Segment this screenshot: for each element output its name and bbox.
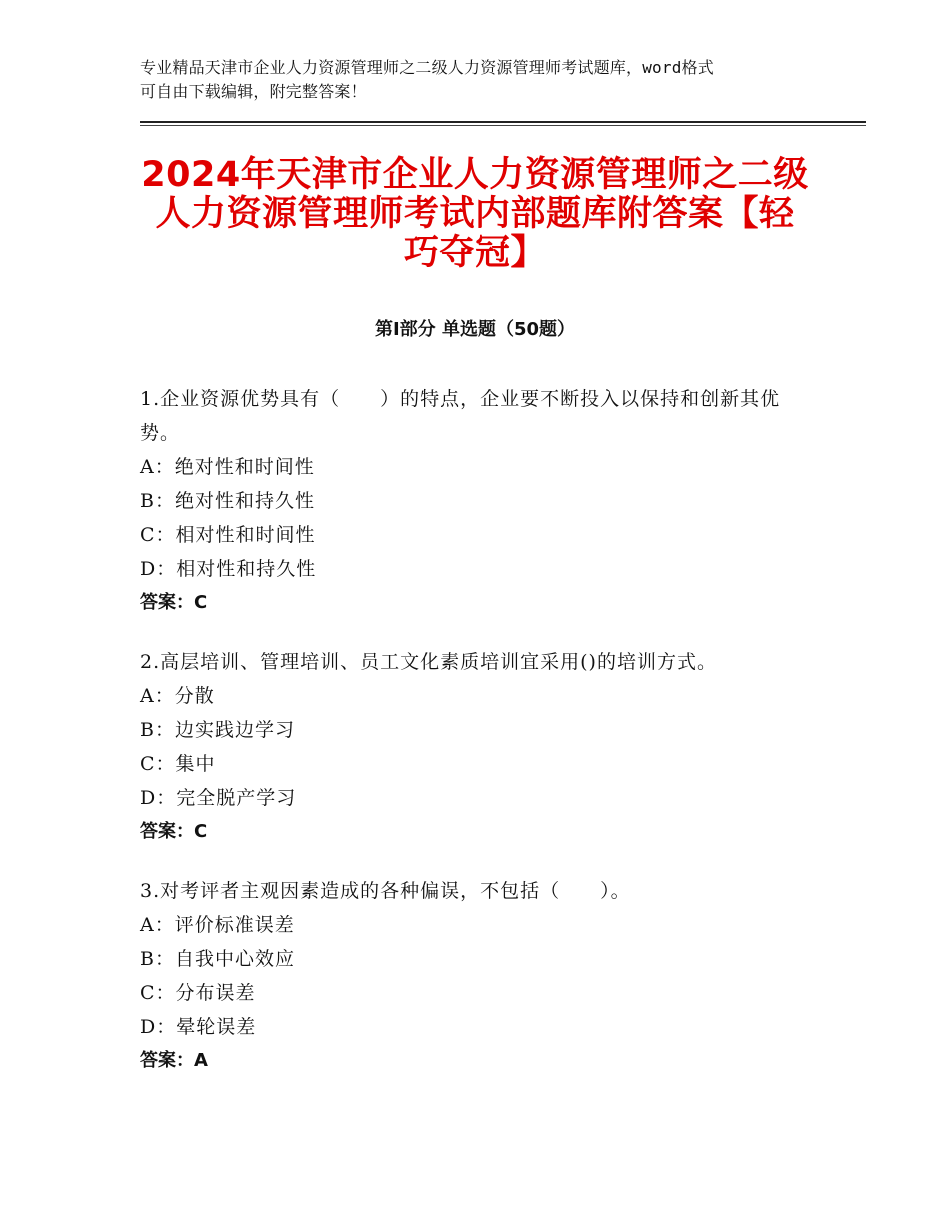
question-stem: 2.高层培训、管理培训、员工文化素质培训宜采用()的培训方式。 [140,651,717,673]
header-divider-thin [140,125,866,126]
option-d: D：完全脱产学习 [140,787,297,809]
option-c: C：相对性和时间性 [140,524,316,546]
question-stem: 3.对考评者主观因素造成的各种偏误，不包括（ ）。 [140,880,631,902]
option-a: A：绝对性和时间性 [140,456,315,478]
answer: 答案：C [140,592,208,613]
section-title: 第Ⅰ部分 单选题（50题） [374,319,575,340]
option-a: A：评价标准误差 [140,914,295,936]
answer: 答案：C [140,821,208,842]
option-d: D：晕轮误差 [140,1016,257,1038]
question-3 [140,874,820,1078]
question-list [140,382,820,1103]
header-divider-thick [140,121,866,123]
document-title: 2024年天津市企业人力资源管理师之二级人力资源管理师考试内部题库附答案【轻巧夺冠】 [141,155,809,273]
option-d: D：相对性和持久性 [140,558,317,580]
option-b: B：绝对性和持久性 [140,490,315,512]
header-note-line-1: 专业精品天津市企业人力资源管理师之二级人力资源管理师考试题库，word格式 [140,58,714,77]
option-c: C：集中 [140,753,216,775]
option-c: C：分布误差 [140,982,256,1004]
header-note-line-2: 可自由下载编辑，附完整答案！ [140,82,367,101]
question-1 [140,382,820,620]
option-b: B：边实践边学习 [140,719,295,741]
question-stem: 1.企业资源优势具有（ ）的特点，企业要不断投入以保持和创新其优势。 [140,388,781,444]
option-b: B：自我中心效应 [140,948,295,970]
option-a: A：分散 [140,685,215,707]
answer: 答案：A [140,1050,208,1071]
question-2 [140,645,820,849]
header-note [140,56,820,104]
